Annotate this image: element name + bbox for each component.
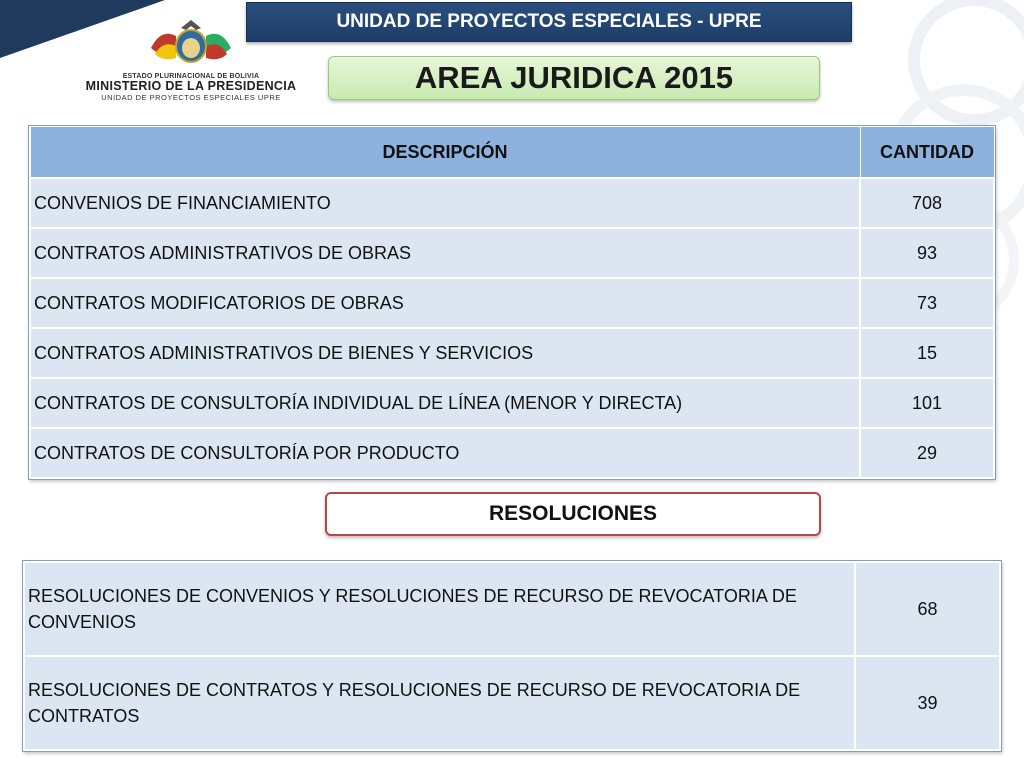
row-quantity: 73 [860,278,994,328]
row-description: CONTRATOS ADMINISTRATIVOS DE BIENES Y SERVICIOS [30,328,860,378]
table-row [30,428,994,478]
row-description: CONVENIOS DE FINANCIAMIENTO [30,178,860,228]
row-description: RESOLUCIONES DE CONVENIOS Y RESOLUCIONES DE RECURSO DE REVOCATORIA DE CONVENIOS [24,562,855,656]
table-row [30,378,994,428]
logo-text-state: ESTADO PLURINACIONAL DE BOLIVIA [122,73,260,80]
row-quantity: 93 [860,228,994,278]
table-row [24,656,1000,750]
header-quantity: CANTIDAD [860,127,994,179]
row-quantity: 15 [860,328,994,378]
table-row [30,278,994,328]
logo-text-unit: UNIDAD DE PROYECTOS ESPECIALES UPRE [101,93,281,102]
row-description: CONTRATOS DE CONSULTORÍA INDIVIDUAL DE LÍNEA (MENOR Y DIRECTA) [30,378,860,428]
table-header-row [30,127,994,179]
contracts-table [29,126,995,479]
row-quantity: 101 [860,378,994,428]
table-row [30,328,994,378]
row-quantity: 39 [855,656,1000,750]
logo-text-ministry: MINISTERIO DE LA PRESIDENCIA [85,79,297,93]
header-description: DESCRIPCIÓN [30,127,860,179]
table-row [30,228,994,278]
row-quantity: 29 [860,428,994,478]
coat-of-arms-icon [141,18,241,66]
table-row [24,562,1000,656]
unit-banner: UNIDAD DE PROYECTOS ESPECIALES - UPRE [246,2,852,42]
row-quantity: 708 [860,178,994,228]
row-description: CONTRATOS ADMINISTRATIVOS DE OBRAS [30,228,860,278]
row-description: RESOLUCIONES DE CONTRATOS Y RESOLUCIONES DE RECURSO DE REVOCATORIA DE CONTRATOS [24,656,855,750]
resolutions-table [23,561,1001,751]
row-description: CONTRATOS MODIFICATORIOS DE OBRAS [30,278,860,328]
row-quantity: 68 [855,562,1000,656]
resoluciones-label: RESOLUCIONES [325,492,821,536]
page-title: AREA JURIDICA 2015 [328,56,820,100]
table-row [30,178,994,228]
row-description: CONTRATOS DE CONSULTORÍA POR PRODUCTO [30,428,860,478]
